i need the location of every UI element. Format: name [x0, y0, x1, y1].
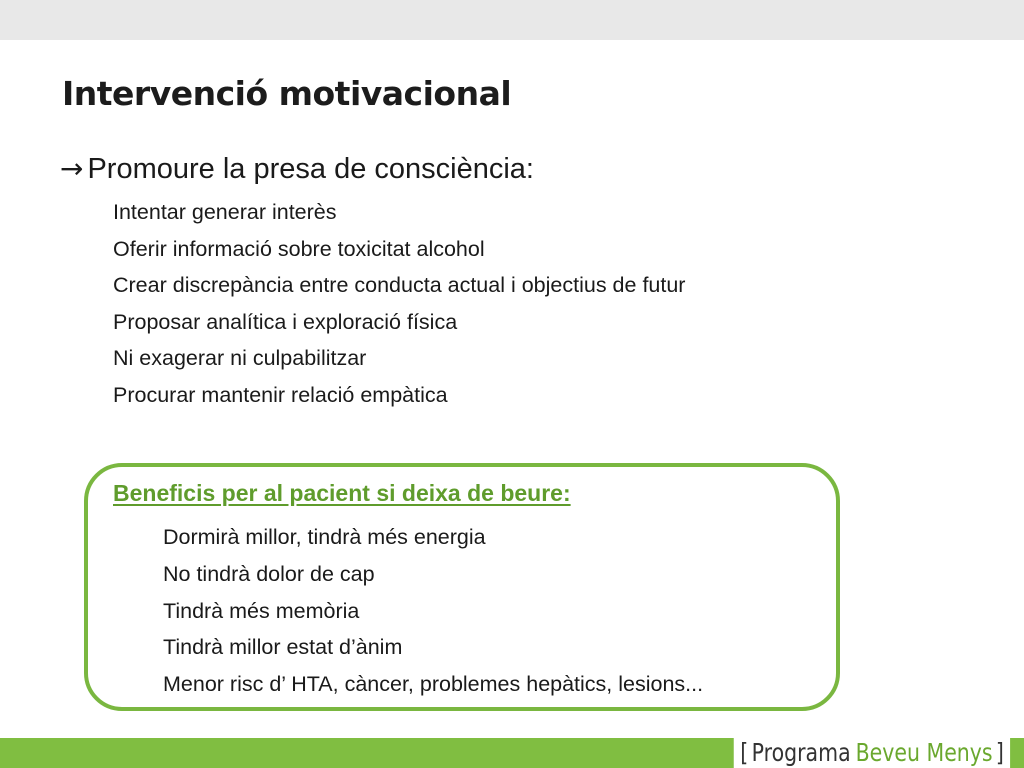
- logo-program-label: Programa: [751, 737, 851, 767]
- subpoint-item: Crear discrepància entre conducta actual i objectius de futur: [113, 273, 686, 297]
- subpoint-item: Intentar generar interès: [113, 200, 337, 224]
- benefit-item: Tindrà més memòria: [163, 598, 360, 623]
- subpoint-list: [113, 196, 685, 415]
- benefits-heading: Beneficis per al pacient si deixa de beure:: [113, 480, 571, 506]
- program-logo: [733, 736, 1010, 768]
- subpoint-item: Oferir informació sobre toxicitat alcohol: [113, 236, 485, 261]
- subpoint-item: Procurar mantenir relació empàtica: [113, 382, 448, 407]
- subpoint-item: Ni exagerar ni culpabilitzar: [113, 346, 367, 370]
- benefit-item: No tindrà dolor de cap: [163, 561, 375, 586]
- benefit-item: Tindrà millor estat d’ànim: [163, 635, 403, 660]
- logo-open-bracket: [: [739, 737, 748, 767]
- subpoint-item: Proposar analítica i exploració física: [113, 309, 458, 334]
- main-point-text: Promoure la presa de consciència:: [87, 153, 534, 185]
- logo-close-bracket: ]: [995, 737, 1004, 767]
- benefit-item: Menor risc d’ HTA, càncer, problemes hepàtics, lesions...: [163, 672, 704, 697]
- slide-title: Intervenció motivacional: [62, 74, 512, 113]
- main-point: [60, 152, 534, 186]
- arrow-right-icon: →: [60, 152, 84, 185]
- logo-program-name: Beveu Menys: [855, 737, 993, 767]
- benefit-item: Dormirà millor, tindrà més energia: [163, 525, 486, 549]
- top-bar: [0, 0, 1024, 40]
- benefits-list: [163, 521, 703, 705]
